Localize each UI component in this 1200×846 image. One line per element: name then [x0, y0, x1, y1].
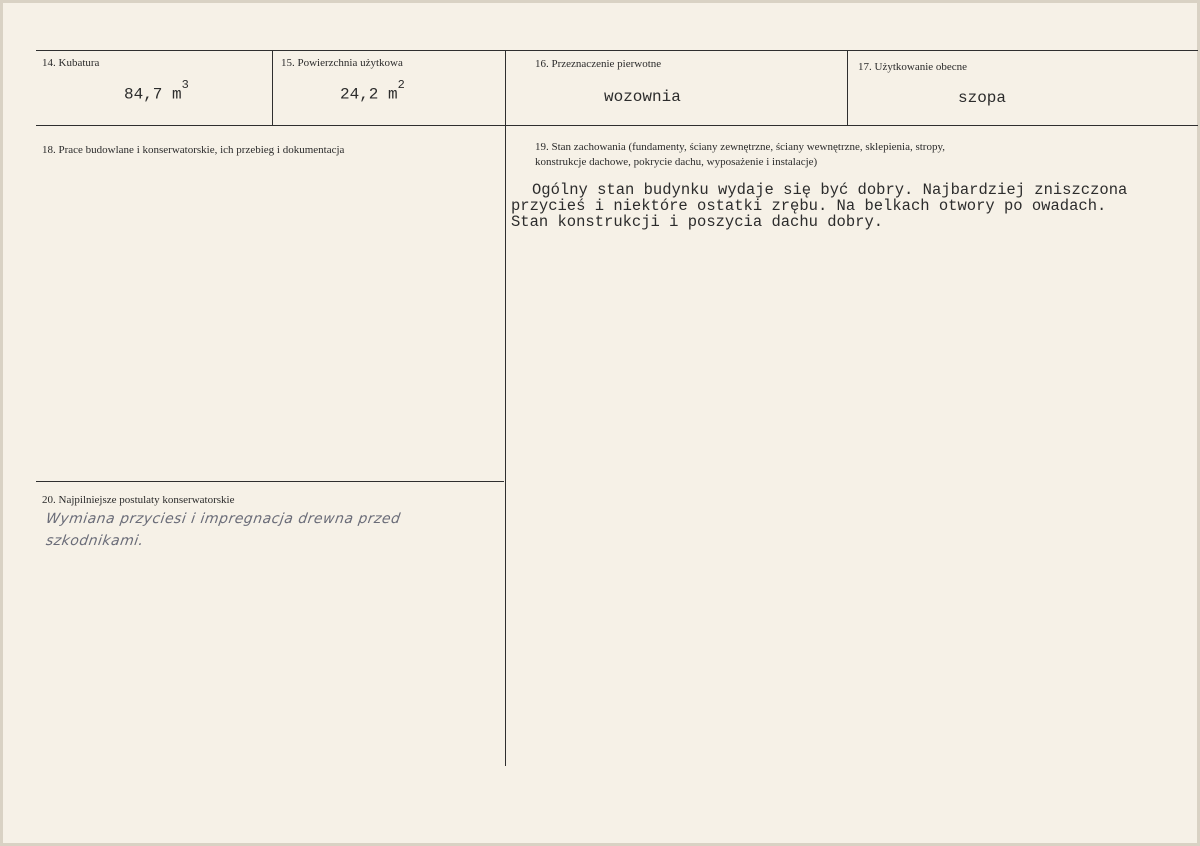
- column-divider-1: [272, 50, 273, 126]
- field-19-label-line-2: konstrukcje dachowe, pokrycie dachu, wyposażenie i instalacje): [535, 156, 818, 168]
- field-20-handwritten-line-2: szkodnikami.: [44, 533, 145, 549]
- top-border-line: [36, 50, 1198, 51]
- field-14-value-text: 84,7 m: [124, 85, 182, 104]
- column-divider-3: [847, 50, 848, 126]
- field-14-label: 14. Kubatura: [42, 57, 100, 69]
- field-18-label: 18. Prace budowlane i konserwatorskie, ich przebieg i dokumentacja: [42, 144, 345, 156]
- field-15-value-text: 24,2 m: [340, 85, 398, 104]
- row-divider-line: [36, 125, 1198, 126]
- field-14-unit-superscript: 3: [181, 78, 189, 92]
- field-19-text-line-3: Stan konstrukcji i poszycia dachu dobry.: [511, 213, 884, 231]
- field-20-label: 20. Najpilniejsze postulaty konserwatorskie: [42, 494, 235, 506]
- field-19-text-line-1: Ogólny stan budynku wydaje się być dobry. Najbardziej zniszczona: [532, 181, 1128, 199]
- field-17-label: 17. Użytkowanie obecne: [858, 61, 968, 73]
- field-15-value: [340, 78, 405, 104]
- field-15-label: 15. Powierzchnia użytkowa: [281, 57, 403, 69]
- field-15-unit-superscript: 2: [397, 78, 405, 92]
- column-divider-2: [505, 50, 506, 766]
- field-16-value: wozownia: [604, 88, 681, 106]
- field-14-value: [124, 78, 189, 104]
- field-17-value: szopa: [958, 89, 1007, 107]
- field-20-handwritten-line-1: Wymiana przyciesi i impregnacja drewna przed: [44, 511, 402, 527]
- section-20-divider-line: [36, 481, 504, 482]
- field-19-label-line-1: 19. Stan zachowania (fundamenty, ściany zewnętrzne, ściany wewnętrzne, sklepienia, stropy,: [535, 141, 946, 153]
- field-19-text-line-2: przycieś i niektóre ostatki zrębu. Na belkach otwory po owadach.: [511, 197, 1107, 215]
- field-16-label: 16. Przeznaczenie pierwotne: [535, 58, 662, 70]
